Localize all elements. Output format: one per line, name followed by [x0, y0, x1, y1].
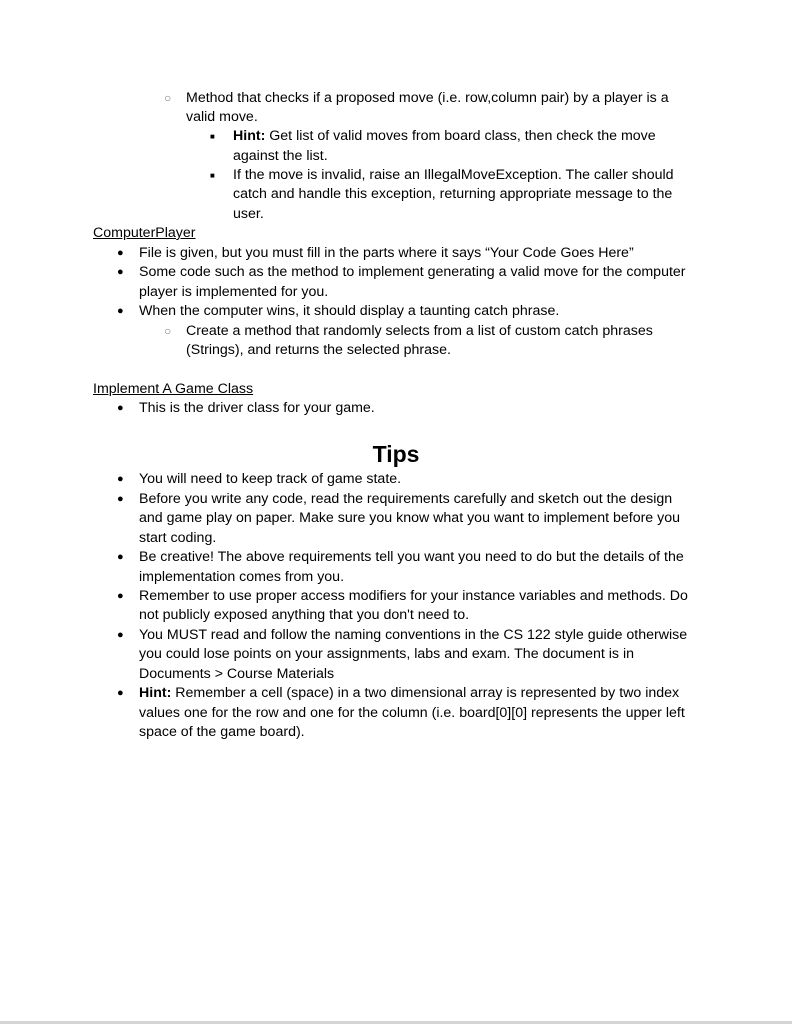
square-bullet-icon: ■	[210, 171, 215, 180]
tip-item: not publicly exposed anything that you don't need to.	[139, 607, 470, 623]
disc-bullet-icon: ●	[117, 551, 124, 563]
circle-bullet-icon: ○	[164, 91, 172, 105]
tip-item: start coding.	[139, 530, 217, 546]
list-item: (Strings), and returns the selected phrase.	[186, 342, 451, 358]
tip-item: space of the game board).	[139, 724, 305, 740]
square-bullet-icon: ■	[210, 132, 215, 141]
disc-bullet-icon: ●	[117, 402, 124, 414]
list-item: When the computer wins, it should display a taunting catch phrase.	[139, 303, 560, 319]
tip-item	[139, 684, 679, 704]
disc-bullet-icon: ●	[117, 473, 124, 485]
disc-bullet-icon: ●	[117, 305, 124, 317]
tip-item: implementation comes from you.	[139, 569, 345, 585]
hint-text: Get list of valid moves from board class, then check the move	[265, 128, 656, 144]
disc-bullet-icon: ●	[117, 266, 124, 278]
list-item: Some code such as the method to implement generating a valid move for the computer	[139, 264, 686, 280]
tip-item: and game play on paper. Make sure you know what you want to implement before you	[139, 510, 681, 526]
computer-player-heading: ComputerPlayer	[93, 225, 196, 241]
tips-title: Tips	[372, 441, 420, 467]
tip-item: You MUST read and follow the naming conventions in the CS 122 style guide otherwise	[139, 627, 688, 643]
tip-item: Before you write any code, read the requirements carefully and sketch out the design	[139, 491, 673, 507]
exception-line: If the move is invalid, raise an IllegalMoveException. The caller should	[233, 167, 674, 183]
circle-bullet-icon: ○	[164, 324, 172, 338]
game-class-heading: Implement A Game Class	[93, 381, 254, 397]
list-item: Create a method that randomly selects from a list of custom catch phrases	[186, 323, 653, 339]
tip-item: Remember to use proper access modifiers for your instance variables and methods. Do	[139, 588, 688, 604]
list-item: This is the driver class for your game.	[139, 400, 375, 416]
hint-text: Remember a cell (space) in a two dimensional array is represented by two index	[171, 685, 680, 701]
hint-label: Hint:	[139, 685, 172, 701]
exception-line: catch and handle this exception, returning appropriate message to the	[233, 186, 673, 202]
method-item-line: Method that checks if a proposed move (i.e. row,column pair) by a player is a	[186, 90, 669, 106]
hint-line	[233, 127, 656, 147]
disc-bullet-icon: ●	[117, 247, 124, 259]
list-item: player is implemented for you.	[139, 284, 329, 300]
tip-item: you could lose points on your assignments, labs and exam. The document is in	[139, 646, 635, 662]
disc-bullet-icon: ●	[117, 493, 124, 505]
hint-label: Hint:	[233, 128, 266, 144]
exception-line: user.	[233, 206, 264, 222]
disc-bullet-icon: ●	[117, 687, 124, 699]
tip-item: You will need to keep track of game state.	[139, 471, 402, 487]
hint-line: against the list.	[233, 148, 328, 164]
disc-bullet-icon: ●	[117, 590, 124, 602]
method-item-line: valid move.	[186, 109, 258, 125]
tip-item: Be creative! The above requirements tell you want you need to do but the details of the	[139, 549, 684, 565]
tip-item: values one for the row and one for the column (i.e. board[0][0] represents the upper left	[139, 705, 685, 721]
tip-item: Documents > Course Materials	[139, 666, 335, 682]
list-item: File is given, but you must fill in the parts where it says “Your Code Goes Here”	[139, 245, 634, 261]
disc-bullet-icon: ●	[117, 629, 124, 641]
